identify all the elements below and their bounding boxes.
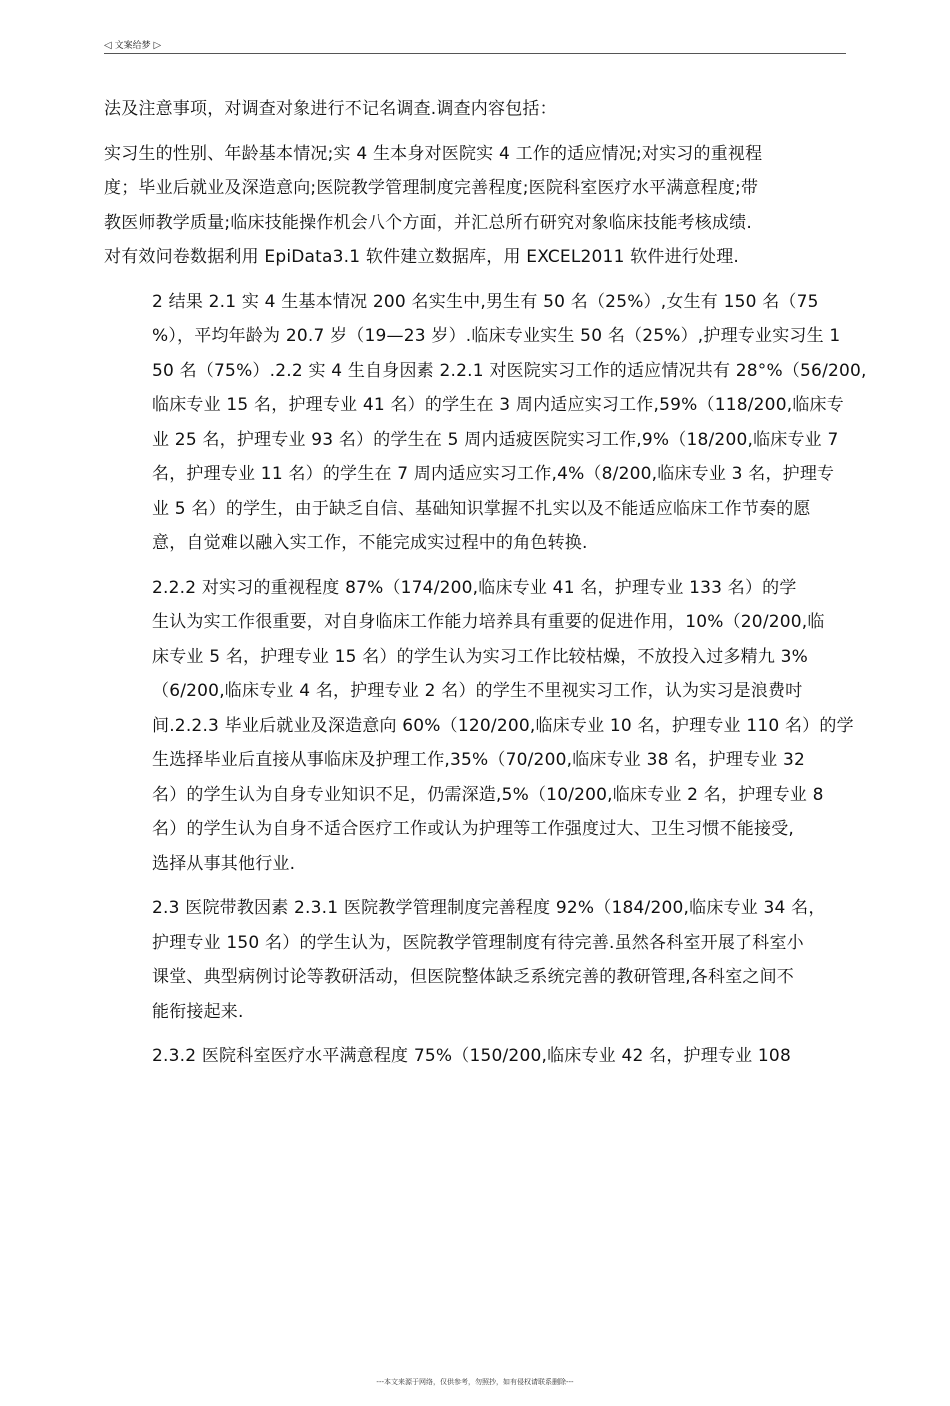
text-line: 50 名（75%）.2.2 实 4 生自身因素 2.2.1 对医院实习工作的适应情况共有 28°%（56/200, [152,360,867,381]
text-line: 2.3.2 医院科室医疗水平满意程度 75%（150/200,临床专业 42 名，护理专业 108 [152,1046,791,1066]
text-line: 意，自觉难以融入实工作，不能完成实过程中的角色转换. [152,533,588,553]
paragraph [104,571,854,882]
document-body [104,92,867,1084]
text-line: 2.2.2 对实习的重视程度 87%（174/200,临床专业 41 名，护理专业 133 名）的学 [152,577,797,598]
text-line: 2.3 医院带教因素 2.3.1 医院教学管理制度完善程度 92%（184/200,临床专业 34 名， [152,898,826,918]
text-line: 间.2.2.3 毕业后就业及深造意向 60%（120/200,临床专业 10 名，护理专业 110 名）的学 [152,715,854,736]
text-line: （6/200,临床专业 4 名，护理专业 2 名）的学生不里视实习工作，认为实习是浪费吋 [152,681,803,701]
paragraph [104,891,846,1029]
text-line: 度；毕业后就业及深造意向;医院教学管理制度完善程度;医院科室医疗水平满意程度;带 [104,178,759,198]
paragraph [104,92,846,127]
text-line: 业 25 名，护理专业 93 名）的学生在 5 周内适疲医院实习工作,9%（18/200,临床专业 7 [152,429,839,450]
text-line: 对有效问卷数据利用 EpiData3.1 软件建立数据库，用 EXCEL2011 软件进行处理. [104,247,739,267]
text-line: 课堂、典型病例讨论等教研活动，但医院整体缺乏系统完善的教研管理,各科室之间不 [152,967,795,987]
right-triangle-icon: ▷ [153,40,162,51]
page-footer: ---本文来源于网络，仅供参考，勿照抄，如有侵权请联系删除--- [376,1378,574,1386]
text-line: 能衔接起来. [152,1001,244,1022]
text-line: 实习生的性别、年龄基本情况;实 4 生本身对医院实 4 工作的适应情况;对实习的重视程 [104,143,763,164]
paragraph [104,285,867,561]
text-line: 选择从事其他行业. [152,853,296,874]
text-line: 名）的学生认为自身不适合医疗工作或认为护理等工作强度过大、卫生习惯不能接受, [152,819,795,839]
text-line: 2 结果 2.1 实 4 生基本情况 200 名实生中,男生有 50 名（25%）,女生有 150 名（75 [152,291,819,312]
header-divider [104,53,846,54]
text-line: %），平均年龄为 20.7 岁（19—23 岁）.临床专业实生 50 名（25%）,护理专业实习生 1 [152,326,841,346]
paragraph [104,137,846,275]
text-line: 生认为实工作很重要，对自身临床工作能力培养具有重要的促进作用，10%（20/200,临 [152,612,825,632]
paragraph [104,1039,846,1074]
page-header [104,38,846,54]
text-line: 教医师教学质量;临床技能操作机会八个方面，并汇总所冇研究对象临床技能考核成绩. [104,212,752,233]
text-line: 临床专业 15 名，护理专业 41 名）的学生在 3 周内适应实习工作,59%（118/200,临床专 [152,395,844,415]
text-line: 业 5 名）的学生，由于缺乏自信、基础知识掌握不扎实以及不能适应临床工作节奏的愿 [152,498,811,519]
header-title: 文案给梦 [114,41,151,51]
text-line: 法及注意事项，对调查对象进行不记名调查.调查内容包括： [104,99,557,119]
text-line: 生选择毕业后直接从事临床及护理工作,35%（70/200,临床专业 38 名，护理专业 32 [152,750,806,770]
text-line: 名，护理专业 11 名）的学生在 7 周内适应实习工作,4%（8/200,临床专业 3 名，护理专 [152,464,835,484]
text-line: 名）的学生认为自身专业知识不足，仍需深造,5%（10/200,临床专业 2 名，护理专业 8 [152,784,824,805]
text-line: 床专业 5 名，护理专业 15 名）的学生认为实习工作比较枯燥，不放投入过多精九 3% [152,646,809,667]
text-line: 护理专业 150 名）的学生认为，医院教学管理制度有待完善.虽然各科室开展了科室小 [152,932,804,953]
left-triangle-icon: ◁ [104,40,112,51]
